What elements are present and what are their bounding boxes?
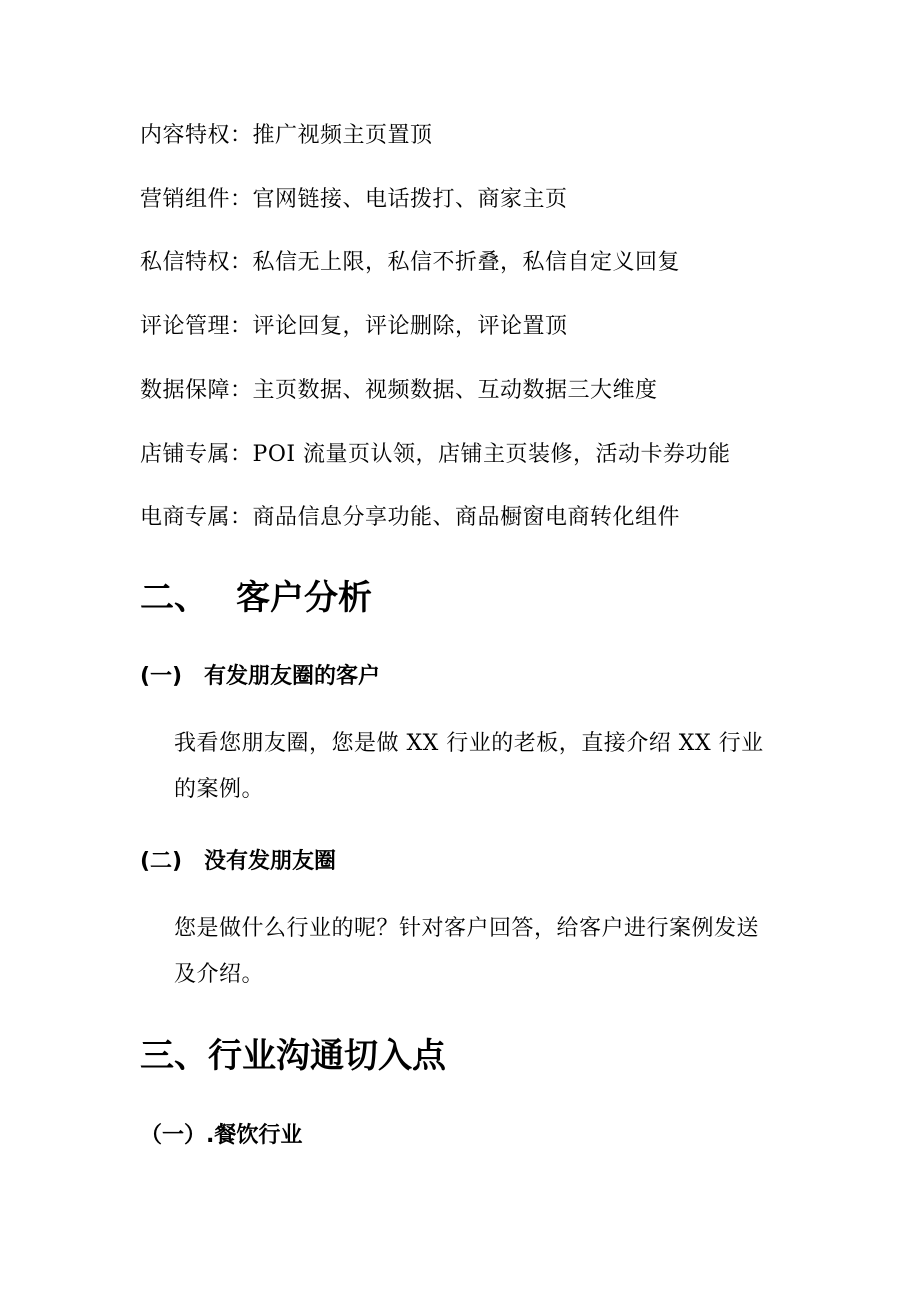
subheading-number: (一) [140, 664, 183, 689]
subheading-without-moments [140, 847, 336, 877]
privilege-text: 私信无上限，私信不折叠，私信自定义回复 [252, 250, 681, 275]
privilege-text: 官网链接、电话拨打、商家主页 [252, 187, 568, 212]
subheading-with-moments [140, 662, 380, 692]
section-number: 二、 [140, 578, 208, 618]
privilege-line-message [140, 248, 680, 278]
subheading-title: 没有发朋友圈 [204, 849, 337, 874]
privilege-line-store [140, 440, 731, 470]
privilege-label: 店铺专属： [140, 442, 253, 467]
privilege-text: 商品信息分享功能、商品橱窗电商转化组件 [252, 505, 681, 530]
section-heading-industry-entry-points: 三、行业沟通切入点 [140, 1036, 446, 1076]
privilege-label: 电商专属： [140, 505, 253, 530]
privilege-label: 内容特权： [140, 123, 253, 148]
paragraph-without-moments: 您是做什么行业的呢？针对客户回答，给客户进行案例发送及介绍。 [174, 916, 760, 987]
privilege-line-ecommerce [140, 503, 680, 533]
privilege-label: 数据保障： [140, 378, 253, 403]
privilege-line-comment [140, 312, 568, 342]
section-heading-customer-analysis [140, 576, 372, 620]
subheading-catering-industry: （一）.餐饮行业 [140, 1123, 303, 1148]
section-title: 客户分析 [236, 578, 372, 618]
paragraph-with-moments: 我看您朋友圈，您是做 XX 行业的老板，直接介绍 XX 行业的案例。 [174, 731, 764, 802]
privilege-line-marketing [140, 185, 568, 215]
privilege-label: 营销组件： [140, 187, 253, 212]
privilege-label: 评论管理： [140, 314, 253, 339]
privilege-line-data [140, 376, 658, 406]
subheading-title: 有发朋友圈的客户 [204, 664, 381, 689]
privilege-text: POI 流量页认领，店铺主页装修，活动卡券功能 [252, 442, 731, 467]
subheading-number: (二) [140, 849, 183, 874]
privilege-text: 评论回复，评论删除，评论置顶 [252, 314, 568, 339]
privilege-line-content [140, 121, 433, 151]
privilege-text: 推广视频主页置顶 [252, 123, 433, 148]
privilege-label: 私信特权： [140, 250, 253, 275]
privilege-text: 主页数据、视频数据、互动数据三大维度 [252, 378, 658, 403]
